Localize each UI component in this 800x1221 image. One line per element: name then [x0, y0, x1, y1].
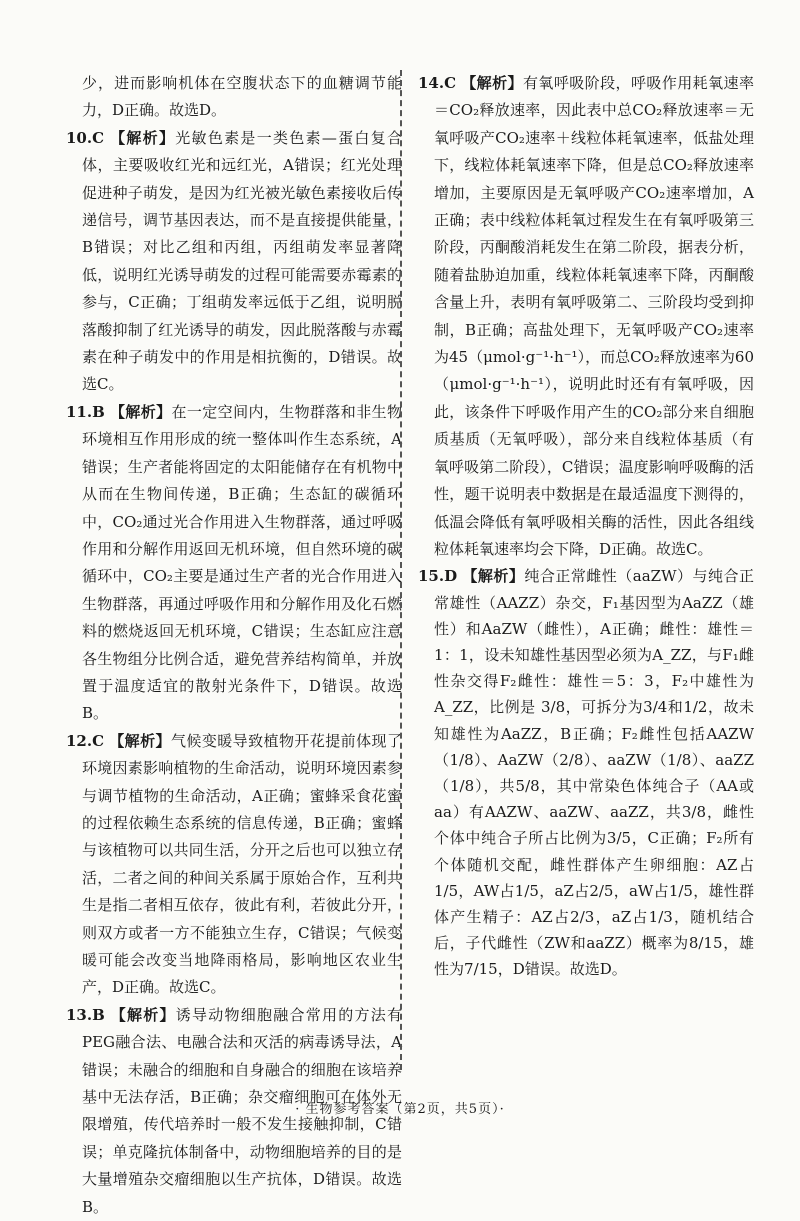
answer-q10	[66, 125, 402, 399]
fraction-denominator: 15	[478, 960, 498, 979]
fraction-numerator: 7	[464, 960, 474, 979]
q13-text: 诱导动物细胞融合常用的方法有PEG融合法、电融合法和灭活的病毒诱导法，A错误；未融合的细胞和自身融合的细胞在该培养基中无法存活，B正确；杂交瘤细胞可在体外无限增殖，传代培养时一般不发生接触抑制，C错误；单克隆抗体制备中，动物细胞培养的目的是大量增殖杂交瘤细胞以生产抗体，D错误。故选B。	[82, 1005, 402, 1216]
q14-number: 14.C	[418, 74, 457, 92]
q10-number: 10.C	[66, 128, 105, 147]
page-footer: · 生物参考答案（第2页，共5页）·	[295, 1102, 505, 1117]
q15-number: 15.D	[418, 567, 458, 586]
q15-text-9: ，D错误。故选D。	[497, 960, 627, 979]
fraction: 3/4	[643, 698, 668, 717]
fraction-numerator: 8	[688, 934, 699, 953]
fraction-numerator: 3	[643, 698, 653, 717]
q15-text-4: ，故未知雄性为AaZZ，B正确；F₂雌性包括AAZW（1/8）、AaZW（2/8）、aaZW（1/8）、aaZZ（1/8），共	[434, 698, 754, 795]
q9-continuation: 少，进而影响机体在空腹状态下的血糖调节能力，D正确。故选D。	[82, 74, 402, 120]
fraction: 1/2	[683, 698, 708, 717]
q10-tag: 【解析】	[110, 128, 176, 147]
answer-q11	[66, 399, 402, 728]
fraction-numerator: 3	[540, 698, 551, 717]
fraction: 3/8	[540, 698, 566, 717]
fraction: 8/15	[688, 934, 723, 953]
answer-q14	[418, 70, 754, 563]
q15-text-7: ，C正确；F₂所有个体随机交配，雌性群体产生卵细胞：AZ占1/5，AW占1/5，aZ占2/5，aW占1/5，雄性群体产生精子：AZ占2/3，aZ占1/3，随机结合后，子代雌性（ZW和aaZZ）概率为	[434, 829, 754, 953]
fraction: 7/15	[464, 960, 498, 979]
fraction: 3/8	[681, 803, 706, 822]
q15-text-1: 纯合正常雌性（aaZW）与纯合正常雄性（AAZZ）杂交，F₁基因型为AaZZ（雄性）和AaZW（雌性），A正确；雌性：雄性＝1：1，设未知雄性基因型必须为A_ZZ，与F₁雌性杂交得F₂雌性：雄性＝5：3，F₂中雄性为A_ZZ，比例是	[434, 567, 754, 717]
fraction-denominator: 15	[703, 934, 723, 953]
q15-text-6: ，雌性个体中纯合子所占比例为	[434, 803, 754, 848]
answer-q15	[418, 563, 754, 982]
q15-text-3: 和	[667, 698, 684, 717]
right-column	[418, 70, 754, 983]
fraction-numerator: 1	[683, 698, 693, 717]
fraction-numerator: 3	[606, 829, 617, 848]
left-column	[66, 70, 402, 1221]
fraction-numerator: 5	[515, 776, 526, 795]
fraction-denominator: 5	[621, 829, 632, 848]
q12-text: 气候变暖导致植物开花提前体现了环境因素影响植物的生命活动，说明环境因素参与调节植物的生命活动，A正确；蜜蜂采食花蜜的过程依赖生态系统的信息传递，B正确；蜜蜂与该植物可以共同生活，分开之后也可以独立存活，二者之间的种间关系属于原始合作，互利共生是指二者相互依存，彼此有利，若彼此分开，则双方或者一方不能独立生存，C错误；气候变暖可能会改变当地降雨格局，影响地区农业生产，D正确。故选C。	[82, 731, 402, 997]
q13-tag: 【解析】	[110, 1005, 176, 1024]
q15-text-8: ，雄性为	[434, 934, 754, 979]
q14-text: 有氧呼吸阶段，呼吸作用耗氧速率＝CO₂释放速率，因此表中总CO₂释放速率＝无氧呼吸产CO₂速率＋线粒体耗氧速率，低盐处理下，线粒体耗氧速率下降，但是总CO₂释放速率增加，主要原因是无氧呼吸产CO₂速率增加，A正确；表中线粒体耗氧过程发生在有氧呼吸第三阶段，丙酮酸消耗发生在第二阶段，据表分析，随着盐胁迫加重，线粒体耗氧速率下降，丙酮酸含量上升，表明有氧呼吸第二、三阶段均受到抑制，B正确；高盐处理下，无氧呼吸产CO₂速率为45（μmol·g⁻¹·h⁻¹），而总CO₂释放速率为60（μmol·g⁻¹·h⁻¹），说明此时还有有氧呼吸，因此，该条件下呼吸作用产生的CO₂部分来自细胞质基质（无氧呼吸），部分来自线粒体基质（有氧呼吸第二阶段），C错误；温度影响呼吸酶的活性，题干说明表中数据是在最适温度下测得的，低温会降低有氧呼吸相关酶的活性，因此各组线粒体耗氧速率均会下降，D正确。故选C。	[434, 74, 754, 558]
fraction: 3/5	[606, 829, 632, 848]
fraction-denominator: 8	[555, 698, 566, 717]
fraction-denominator: 8	[530, 776, 540, 795]
fraction: 5/8	[515, 776, 540, 795]
q15-text-2: ，可拆分为	[565, 698, 644, 717]
q10-text: 光敏色素是一类色素—蛋白复合体，主要吸收红光和远红光，A错误；红光处理促进种子萌发，是因为红光被光敏色素接收后传递信号，调节基因表达，而不是直接提供能量，B错误；对比乙组和丙组，丙组萌发率显著降低，说明红光诱导萌发的过程可能需要赤霉素的参与，C正确；丁组萌发率远低于乙组，说明脱落酸抑制了红光诱导的萌发，因此脱落酸与赤霉素在种子萌发中的作用是相抗衡的，D错误。故选C。	[82, 128, 402, 394]
column-divider	[400, 70, 402, 1070]
answer-q12	[66, 728, 402, 1002]
fraction-numerator: 3	[681, 803, 692, 822]
q11-number: 11.B	[66, 402, 105, 421]
q11-text: 在一定空间内，生物群落和非生物环境相互作用形成的统一整体叫作生态系统，A错误；生产者能将固定的太阳能储存在有机物中从而在生物间传递，B正确；生态缸的碳循环中，CO₂通过光合作用进入生物群落，通过呼吸作用和分解作用返回无机环境，但自然环境的碳循环中，CO₂主要是通过生产者的光合作用进入生物群落，再通过呼吸作用和分解作用及化石燃料的燃烧返回无机环境，C错误；生态缸应注意各生物组分比例合适，避免营养结构简单，并放置于温度适宜的散射光条件下，D错误。故选B。	[82, 402, 402, 723]
q12-tag: 【解析】	[109, 731, 171, 750]
q13-number: 13.B	[66, 1005, 105, 1024]
q11-tag: 【解析】	[109, 402, 172, 421]
q12-number: 12.C	[66, 731, 105, 750]
fraction-denominator: 8	[696, 803, 706, 822]
q15-tag: 【解析】	[462, 567, 525, 586]
q15-text-5: ，其中常染色体纯合子（AA或aa）有AAZW、aaZW、aaZZ，共	[434, 776, 754, 822]
fraction-denominator: 4	[657, 698, 668, 717]
fraction-denominator: 2	[697, 698, 708, 717]
q14-tag: 【解析】	[461, 74, 523, 92]
